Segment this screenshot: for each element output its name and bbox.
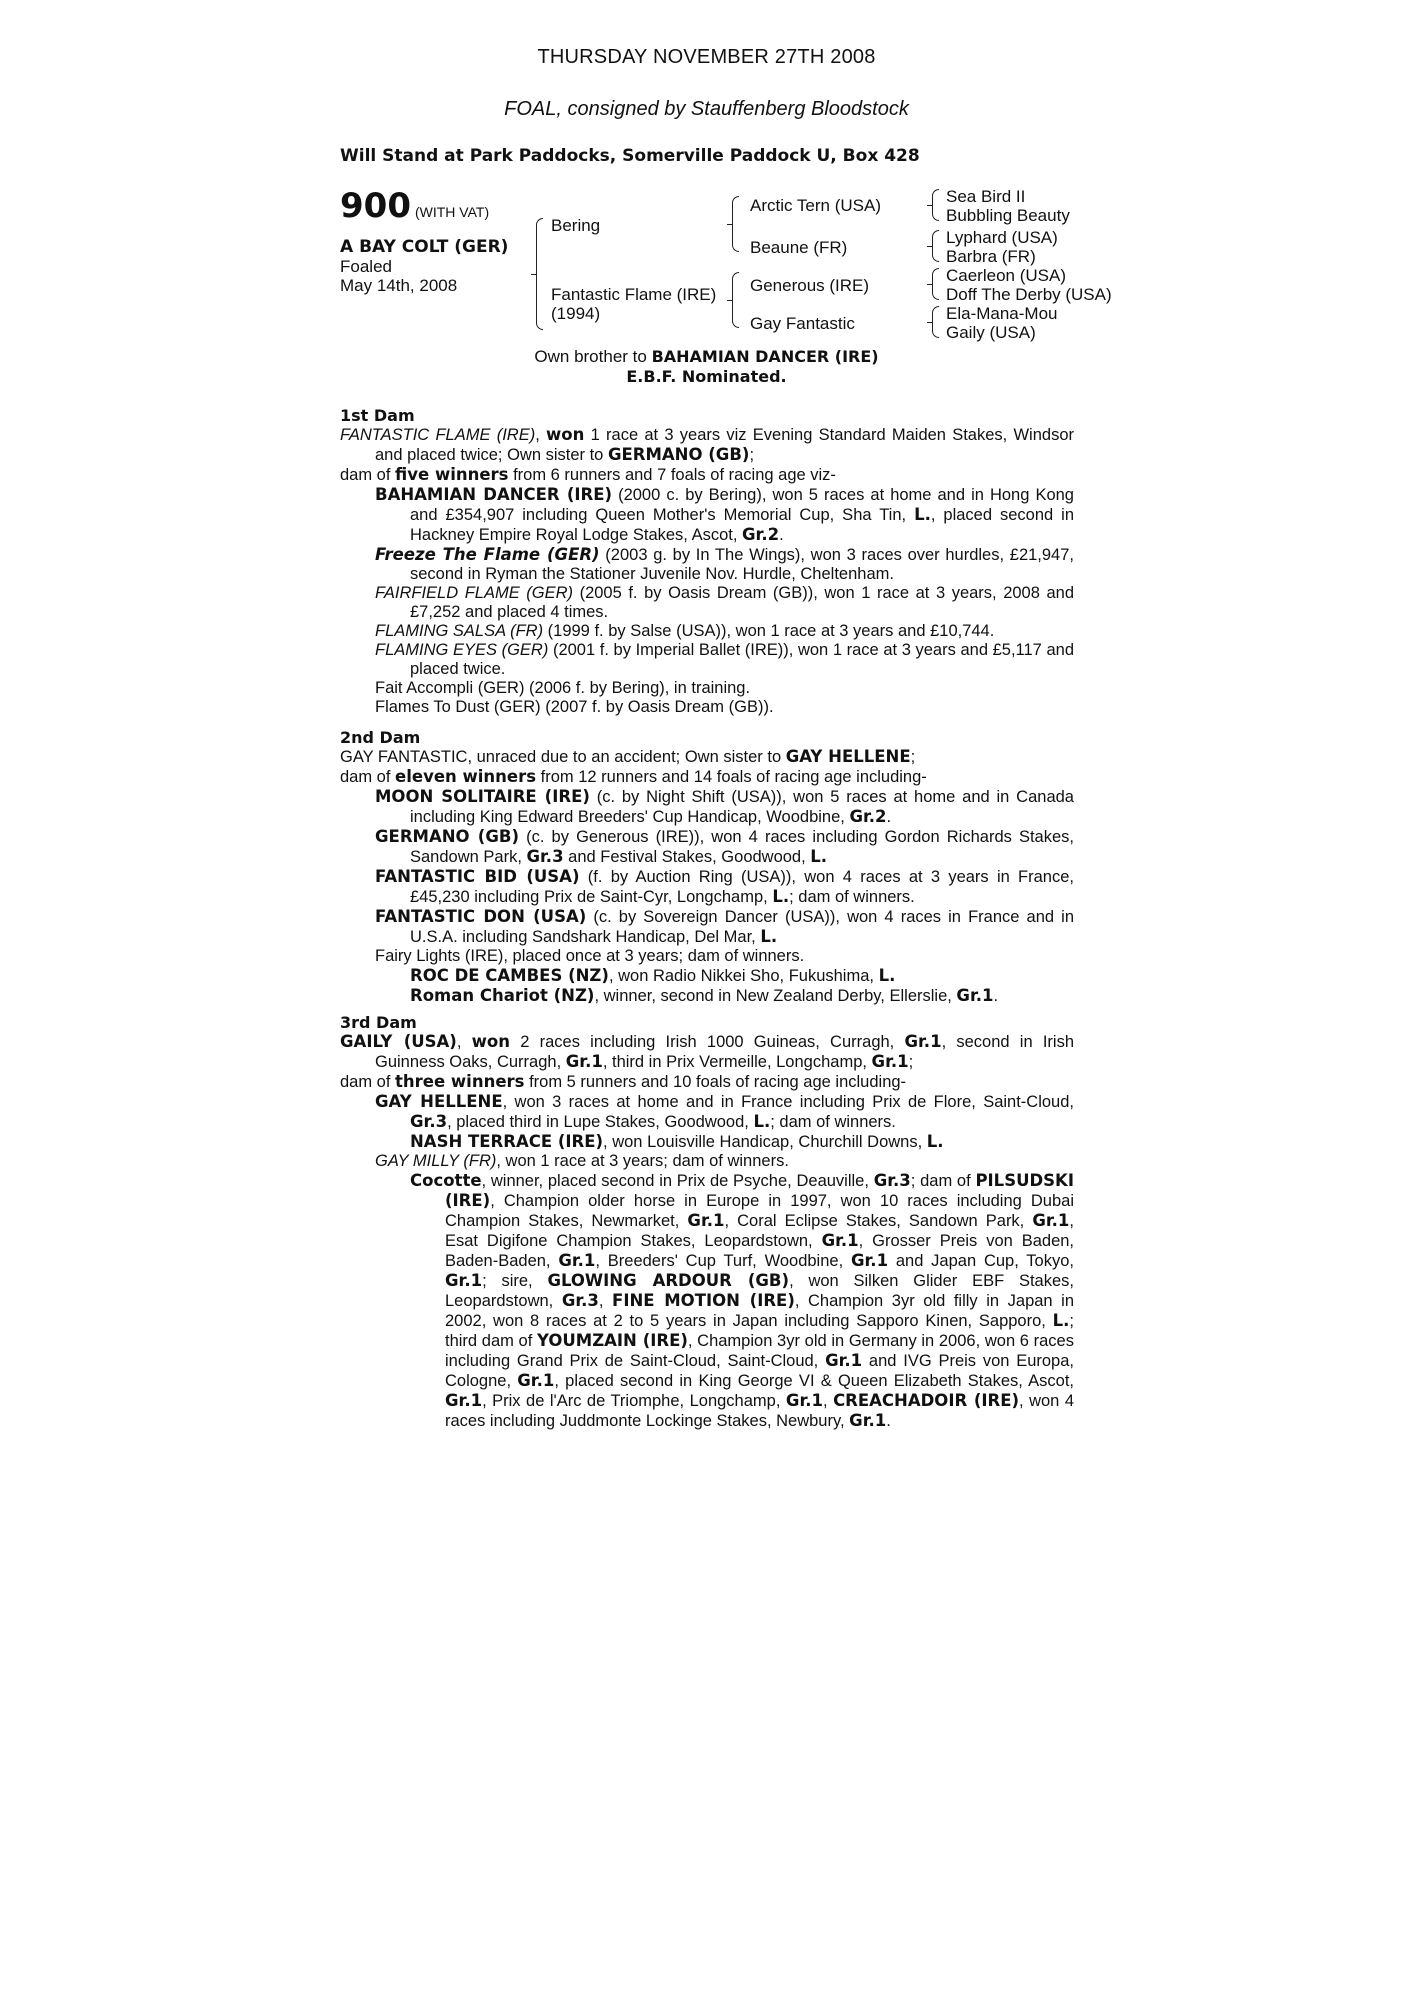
first-dam-line: Freeze The Flame (GER) (2003 g. by In The Wings), won 3 races over hurdles, £21,947, second in Ryman the Stationer Juvenile Nov. Hurdle, Cheltenham. xyxy=(375,545,1074,583)
third-dam-line: Cocotte, winner, placed second in Prix de Psyche, Deauville, Gr.3; dam of PILSUDSKI (IRE), Champion older horse in Europe in 1997, won 10 races including Dubai Champion Stakes, Newmarket, Gr.1, Coral Eclipse Stakes, Sandown Park, Gr.1, Esat Digifone Champion Stakes, Leopardstown, Gr.1, Grosser Preis von Baden, Baden-Baden, Gr.1, Breeders' Cup Turf, Woodbine, Gr.1 and Japan Cup, Tokyo, Gr.1; sire, GLOWING ARDOUR (GB), won Silken Glider EBF Stakes, Leopardstown, Gr.3, FINE MOTION (IRE), Champion 3yr old filly in Japan in 2002, won 8 races at 2 to 5 years in Japan including Sapporo Kinen, Sapporo, L.; third dam of YOUMZAIN (IRE), Champion 3yr old in Germany in 2006, won 6 races including Grand Prix de Saint-Cloud, Saint-Cloud, Gr.1 and IVG Preis von Europa, Cologne, Gr.1, placed second in King George VI & Queen Elizabeth Stakes, Ascot, Gr.1, Prix de l'Arc de Triomphe, Longchamp, Gr.1, CREACHADOIR (IRE), won 4 races including Juddmonte Lockinge Stakes, Newbury, Gr.1. xyxy=(410,1171,1075,1430)
second-dam-heading: 2nd Dam xyxy=(340,728,421,747)
second-dam-line: ROC DE CAMBES (NZ), won Radio Nikkei Sho, Fukushima, L. xyxy=(410,966,896,985)
pedigree-brace-1 xyxy=(536,218,543,330)
pedigree-dss: Caerleon (USA) xyxy=(946,266,1066,285)
pedigree-brace-dd xyxy=(932,306,939,338)
third-dam-line: GAY HELLENE, won 3 races at home and in France including Prix de Flore, Saint-Cloud, Gr.3, placed third in Lupe Stakes, Goodwood, L.; dam of winners. xyxy=(375,1092,1074,1131)
pedigree-sire: Bering xyxy=(551,216,601,235)
pedigree-dam-year: (1994) xyxy=(551,304,601,323)
horse-description: A BAY COLT (GER) xyxy=(340,237,509,257)
pedigree-dam-dam: Gay Fantastic xyxy=(750,314,855,333)
third-dam-line: dam of three winners from 5 runners and 10 foals of racing age including- xyxy=(340,1072,907,1091)
consignment-line: FOAL, consigned by Stauffenberg Bloodstock xyxy=(504,98,909,120)
foaled-label: Foaled xyxy=(340,257,392,276)
stand-location: Will Stand at Park Paddocks, Somerville Paddock U, Box 428 xyxy=(340,146,920,166)
pedigree-sds: Lyphard (USA) xyxy=(946,228,1058,247)
third-dam-line: GAY MILLY (FR), won 1 race at 3 years; dam of winners. xyxy=(375,1152,789,1170)
pedigree-dam-sire: Generous (IRE) xyxy=(750,276,870,295)
first-dam-line: FLAMING SALSA (FR) (1999 f. by Salse (USA)), won 1 race at 3 years and £10,744. xyxy=(375,622,995,640)
second-dam-line: Roman Chariot (NZ), winner, second in New Zealand Derby, Ellerslie, Gr.1. xyxy=(410,986,999,1005)
pedigree-ddd: Gaily (USA) xyxy=(946,323,1036,342)
second-dam-section xyxy=(340,728,1074,1006)
pedigree-brace-ss xyxy=(932,189,939,221)
first-dam-line: Fait Accompli (GER) (2006 f. by Bering), in training. xyxy=(375,679,751,697)
first-dam-line: FANTASTIC FLAME (IRE), won 1 race at 3 years viz Evening Standard Maiden Stakes, Windsor and placed twice; Own sister to GERMANO (GB); xyxy=(340,425,1074,464)
own-brother-name: BAHAMIAN DANCER (IRE) xyxy=(651,347,879,366)
first-dam-heading: 1st Dam xyxy=(340,406,415,425)
second-dam-line: GERMANO (GB) (c. by Generous (IRE)), won 4 races including Gordon Richards Stakes, Sandown Park, Gr.3 and Festival Stakes, Goodwood, L. xyxy=(375,827,1074,866)
sale-date: THURSDAY NOVEMBER 27TH 2008 xyxy=(537,46,876,68)
pedigree-dam: Fantastic Flame (IRE) xyxy=(551,285,717,304)
foaled-date: May 14th, 2008 xyxy=(340,276,458,295)
pedigree-dsd: Doff The Derby (USA) xyxy=(946,285,1112,304)
pedigree-sire-dam: Beaune (FR) xyxy=(750,238,848,257)
pedigree-sire-sire: Arctic Tern (USA) xyxy=(750,196,881,215)
first-dam-line: FLAMING EYES (GER) (2001 f. by Imperial Ballet (IRE)), won 1 race at 3 years and £5,117 and placed twice. xyxy=(375,641,1074,678)
lot-vat: (WITH VAT) xyxy=(414,204,490,220)
ebf-nominated: E.B.F. Nominated. xyxy=(626,367,787,386)
pedigree-dds: Ela-Mana-Mou xyxy=(946,304,1058,323)
third-dam-section xyxy=(340,1013,1074,1431)
second-dam-line: dam of eleven winners from 12 runners and 14 foals of racing age including- xyxy=(340,767,927,786)
first-dam-line: Flames To Dust (GER) (2007 f. by Oasis Dream (GB)). xyxy=(375,698,774,716)
lot-number: 900 xyxy=(340,186,411,226)
first-dam-line: BAHAMIAN DANCER (IRE) (2000 c. by Bering), won 5 races at home and in Hong Kong and £354,907 including Queen Mother's Memorial Cup, Sha Tin, L., placed second in Hackney Empire Royal Lodge Stakes, Ascot, Gr.2. xyxy=(375,485,1074,544)
own-brother-line xyxy=(0,347,1413,367)
pedigree-sdd: Barbra (FR) xyxy=(946,247,1036,266)
own-brother-prefix: Own brother to xyxy=(534,347,647,366)
first-dam-line: dam of five winners from 6 runners and 7 foals of racing age viz- xyxy=(340,465,836,484)
pedigree-sss: Sea Bird II xyxy=(946,187,1026,206)
pedigree-brace-dam xyxy=(732,272,739,328)
second-dam-line: Fairy Lights (IRE), placed once at 3 years; dam of winners. xyxy=(375,947,805,965)
first-dam-section xyxy=(340,406,1074,717)
lot-header xyxy=(340,186,489,226)
first-dam-line: FAIRFIELD FLAME (GER) (2005 f. by Oasis Dream (GB)), won 1 race at 3 years, 2008 and £7,252 and placed 4 times. xyxy=(375,584,1074,621)
second-dam-line: FANTASTIC BID (USA) (f. by Auction Ring (USA)), won 4 races at 3 years in France, £45,230 including Prix de Saint-Cyr, Longchamp, L.; dam of winners. xyxy=(375,867,1074,906)
pedigree-brace-ds xyxy=(932,268,939,300)
second-dam-line: GAY FANTASTIC, unraced due to an accident; Own sister to GAY HELLENE; xyxy=(340,747,916,766)
third-dam-heading: 3rd Dam xyxy=(340,1013,417,1032)
third-dam-line: NASH TERRACE (IRE), won Louisville Handicap, Churchill Downs, L. xyxy=(410,1132,944,1151)
third-dam-line: GAILY (USA), won 2 races including Irish 1000 Guineas, Curragh, Gr.1, second in Irish Guinness Oaks, Curragh, Gr.1, third in Prix Vermeille, Longchamp, Gr.1; xyxy=(340,1032,1075,1071)
second-dam-line: FANTASTIC DON (USA) (c. by Sovereign Dancer (USA)), won 4 races in France and in U.S.A. including Sandshark Handicap, Del Mar, L. xyxy=(375,907,1074,946)
pedigree-brace-sire xyxy=(732,196,739,252)
second-dam-line: MOON SOLITAIRE (IRE) (c. by Night Shift (USA)), won 5 races at home and in Canada including King Edward Breeders' Cup Handicap, Woodbine, Gr.2. xyxy=(375,787,1074,826)
pedigree-brace-sd xyxy=(932,230,939,262)
pedigree-ssd: Bubbling Beauty xyxy=(946,206,1070,225)
